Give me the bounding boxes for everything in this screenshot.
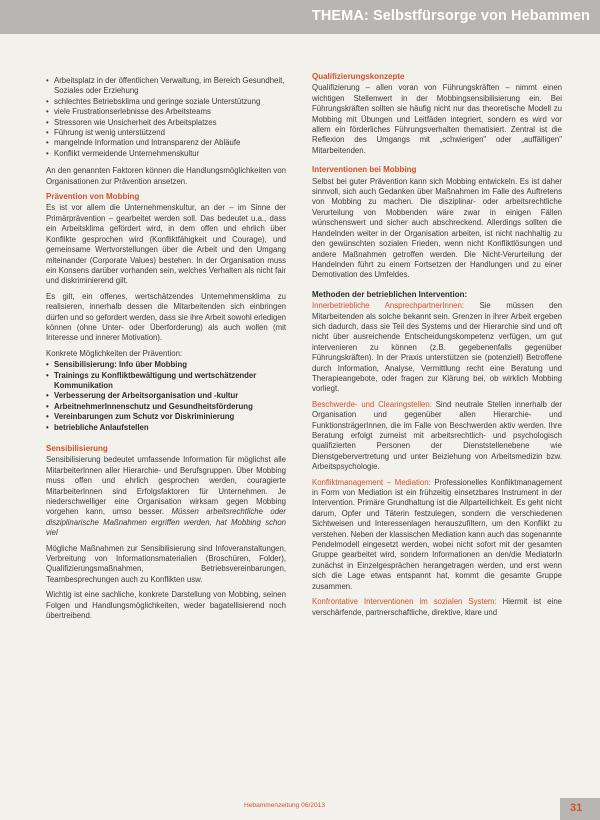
paragraph-text: Hiermit ist eine verschärfende, partnerschaftliche, direktive, klare und <box>312 597 562 617</box>
paragraph: Es ist vor allem die Unternehmenskultur, an der – im Sinne der Primärprävention – gearbeitet werden soll. Das bedeutet u.a., dass ein Arbeitsklima gefördert wird, in dem offen und ehrlich über Konflikte gesprochen wird (Konfliktfähigkeit und Courage), und gemeinsame Wertvorstellungen über die Arbeit und den Umgang miteinander (Corporate Values) bestehen. In der Organisation muss ein Konsens darüber vorhanden sein, welches Verhalten als nicht fair und diskriminierend gilt. <box>46 203 286 286</box>
list-item: • Arbeitsplatz in der öffentlichen Verwaltung, im Bereich Gesundheit, Soziales oder Erziehung <box>46 76 286 97</box>
list-item: • mangelnde Information und Intransparenz der Abläufe <box>46 138 286 148</box>
page-number-badge <box>560 798 600 820</box>
paragraph <box>312 478 562 592</box>
paragraph <box>46 455 286 538</box>
list-item: • Trainings zu Konfliktbewältigung und wertschätzender Kommunikation <box>46 371 286 392</box>
paragraph-text: Sensibilisierung bedeutet umfassende Information für möglichst alle MitarbeiterInnen aller Hierarchie- und Berufsgruppen. Über Mobbing muss offen und ehrlich gesprochen werden, couragierte MitarbeiterInnen sind Erfolgsfaktoren für Unternehmen. Je niederschwelliger eine Organisation wirksam gegen Mobbing vorgehen kann, umso besser. <box>46 455 286 517</box>
section-heading-methoden: Methoden der betrieblichen Intervention: <box>312 289 468 299</box>
paragraph: Selbst bei guter Prävention kann sich Mobbing entwickeln. Es ist daher sinnvoll, sich auch Gedanken über Maßnahmen im Falle des Auftretens von Mobbing zu machen. Die disziplinar- oder arbeitsrechtliche Verurteilung von Mobbenden wäre zwar in einigen Fällen wünschenswert und sicher auch abschreckend. Allerdings sollten die Handelnden weiter in der Organisation arbeiten, ist nicht nachhaltig zu den gewünschten sozialen Frieden, wenn nicht Konfliktlösungen und andere Maßnahmen getroffen werden. Die Nicht-Verurteilung der Handelnden führt zu einem Fortsetzen der Handlungen und zu einer Demotivation des Umfeldes. <box>312 176 562 280</box>
paragraph: Es gilt, ein offenes, wertschätzendes Unternehmensklima zu realisieren, innerhalb dessen die Mitarbeitenden sich einbringen dürfen und so gefordert werden, dass sie ihre Arbeit sowohl erledigen können (ohne Unter- oder Überforderung) als auch wollen (mit Interesse und innerer Motivation). <box>46 291 286 343</box>
list-item: • Konflikt vermeidende Unternehmenskultur <box>46 149 286 159</box>
section-heading-sensibilisierung: Sensibilisierung <box>46 444 108 453</box>
list-item: • Vereinbarungen zum Schutz vor Diskriminierung <box>46 412 286 422</box>
page-title: THEMA: Selbstfürsorge von Hebammen <box>311 8 590 24</box>
list-item: • viele Frustrationserlebnisse des Arbeitsteams <box>46 107 286 117</box>
list-item: • schlechtes Betriebsklima und geringe soziale Unterstützung <box>46 97 286 107</box>
prevention-measures-list <box>46 360 286 433</box>
list-item: • Stressoren wie Unsicherheit des Arbeitsplatzes <box>46 118 286 128</box>
journal-name: Hebammenzeitung 06/2013 <box>244 802 326 809</box>
paragraph: Konkrete Möglichkeiten der Prävention: <box>46 348 183 358</box>
paragraph <box>312 301 562 395</box>
section-heading-qualifizierung: Qualifizierungskonzepte <box>312 72 405 81</box>
lead-label: Beschwerde- und Clearingstellen: <box>312 399 432 409</box>
paragraph <box>312 400 562 473</box>
section-heading-prevention: Prävention von Mobbing <box>46 192 140 202</box>
paragraph-text: Professionelles Konfliktmanagement in Form von Mediation ist ein frühzeitig einsetzbares Instrument in der Intervention. Primäre Grundhaltung ist die Allparteilichkeit. Es geht nicht darum, Opfer und Täterin festzulegen, sondern die verschiedenen Sichtweisen und Interessenlagen herauszufiltern, um den Konflikt zu verstehen. Neben der klassischen Mediation kann auch das sogenannte Pendelmodell eingesetzt werden, wobei nicht sofort mit der gesamten Gruppe gearbeitet wird, sondern Informationen an den/die MediatorIn zunächst in Einzelgesprächen herangetragen werden, und erst wenn sich die Lage etwas entspannt hat, kommt die gesamte Gruppe zusammen. <box>312 477 562 591</box>
right-column <box>312 72 562 623</box>
list-item: • Führung ist wenig unterstützend <box>46 128 286 138</box>
intro-paragraph: An den genannten Faktoren können die Handlungsmöglichkeiten von Organisationen zur Prävention ansetzen. <box>46 166 286 186</box>
list-item: • ArbeitnehmerInnenschutz und Gesundheitsförderung <box>46 402 286 412</box>
lead-label: Konfrontative Interventionen im sozialen System: <box>312 597 497 607</box>
page-number: 31 <box>570 802 583 814</box>
lead-label: Innerbetriebliche AnsprechpartnerInnen: <box>312 301 465 311</box>
footer <box>0 790 600 820</box>
section-heading-interventionen: Interventionen bei Mobbing <box>312 165 417 175</box>
left-column <box>46 76 286 627</box>
paragraph: Wichtig ist eine sachliche, konkrete Darstellung von Mobbing, seinen Folgen und Handlungsmöglichkeiten, weder bagatellisierend noch übertreibend. <box>46 590 286 621</box>
paragraph: Mögliche Maßnahmen zur Sensibilisierung sind Infoveranstaltungen, Verbreitung von Informationsmaterialien (Broschüren, Folder), Qualifizierungsmaßnahmen, Betriebsvereinbarungen, Teambesprechungen auch zu Konflikten usw. <box>46 543 286 584</box>
list-item: • betriebliche Anlaufstellen <box>46 423 286 433</box>
paragraph-text: Sie müssen den Mitarbeitenden als solche bekannt sein. Grenzen in ihrer Arbeit ergeben sich dadurch, dass sie Teil des Systems und der Hierarchie sind und oft nicht über ausreichende Entscheidungskompetenz verfügen, um gut intervenieren zu können (z.B. gegebenenfalls gegenüber Führungskräften). In der Praxis unterstützen sie (potenziell) Betroffene durch Information, Analyse, Vermittlung recht eine Beratung und Therapieangebote, oder fragen zur Klärung bei, ob wirklich Mobbing vorliegt. <box>312 301 563 394</box>
list-item: • Verbesserung der Arbeitsorganisation und -kultur <box>46 391 286 401</box>
list-item: • Sensibilisierung: Info über Mobbing <box>46 360 286 370</box>
lead-label: Konfliktmanagement – Mediation: <box>312 477 431 487</box>
italic-quote: Müssen arbeitsrechtliche oder disziplinarische Maßnahmen ergriffen werden, hat Mobbing schon viel <box>46 507 286 538</box>
paragraph <box>312 597 562 618</box>
paragraph: Qualifizierung – allen voran von Führungskräften – nimmt einen wichtigen Stellenwert in der Mobbingsensibilisierung ein. Bei Führungskräften sollten sie häufig nicht nur das theoretische Modell zu Mobbing mit Übungen und Leitfäden integriert, sondern es wird vor allem ein förderliches Führungsverhalten thematisiert. Zentral ist die Reflexion des Umgangs mit „schwierigen" oder „auffälligen" Mitarbeitenden. <box>312 83 562 155</box>
header-bar <box>0 0 600 34</box>
paragraph-text: Sind neutrale Stellen innerhalb der Organisation und gegenüber allen Hierarchie- und FunktionsträgerInnen, die im Falle von Beschwerden aktiv werden. Ihre Beratung erfolgt zumeist mit arbeitsrechtlich- und psychologisch qualifizierten Personen der Dienststellenebene wie Dienstgebervertretung und unter Beiziehung von Arbeitsmedizin bzw. Arbeitspsychologie. <box>312 399 562 472</box>
risk-factor-list <box>46 76 286 159</box>
